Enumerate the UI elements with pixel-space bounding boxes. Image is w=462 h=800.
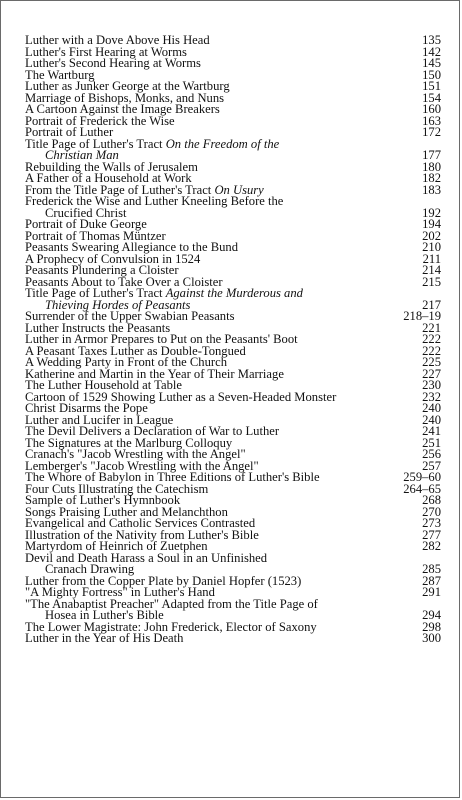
entry-page-number: 160 [422, 102, 441, 116]
entry-page-number: 259–60 [403, 470, 441, 484]
entry-page-number: 214 [422, 263, 441, 277]
entry-title-continuation: Cranach Drawing [45, 562, 135, 576]
entry-page-number: 294 [422, 608, 441, 622]
entry-title-text: Luther as Junker George at the Wartburg [25, 79, 230, 93]
entry-page-number: 241 [422, 424, 441, 438]
illustration-list [25, 35, 441, 645]
entry-title-text: Cartoon of 1529 Showing Luther as a Seven-Headed Monster [25, 389, 337, 404]
entry-title-text: Surrender of the Upper Swabian Peasants [25, 309, 235, 323]
entry-page-number: 218–19 [403, 309, 441, 323]
entry-page-number: 154 [422, 90, 441, 105]
entry-title-text: A Father of a Household at Work [25, 171, 192, 185]
entry-title-text: Luther and Lucifer in League [25, 412, 174, 427]
list-item [25, 633, 441, 645]
entry-page-number: 180 [422, 159, 441, 174]
entry-title-continuation: Hosea in Luther's Bible [45, 608, 164, 622]
entry-page-number: 163 [422, 113, 441, 128]
entry-title-text: A Prophecy of Convulsion in 1524 [25, 251, 201, 266]
entry-page-number: 287 [422, 573, 441, 588]
list-item [25, 596, 441, 622]
entry-page-number: 217 [422, 297, 441, 312]
entry-page-number: 151 [422, 79, 441, 93]
entry-title-text: Luther's Second Hearing at Worms [25, 56, 201, 70]
entry-page-number: 285 [422, 562, 441, 576]
entry-page-number: 256 [422, 447, 441, 461]
entry-page-number: 264–65 [403, 481, 441, 496]
entry-title-text: Christ Disarms the Pope [25, 401, 148, 415]
entry-title-text: Sample of Luther's Hymnbook [25, 493, 181, 507]
entry-title-text: "The Anabaptist Preacher" Adapted from the Title Page of [25, 596, 318, 611]
entry-page-number: 298 [422, 619, 441, 634]
list-item [25, 136, 441, 162]
entry-title-italic: Against the Murderous and [165, 286, 303, 300]
entry-title-text: The Wartburg [25, 67, 95, 82]
entry-page-number: 227 [422, 366, 441, 381]
entry-title-text: Luther in the Year of His Death [25, 631, 184, 645]
entry-title-text: Portrait of Luther [25, 125, 114, 139]
entry-page-number: 268 [422, 493, 441, 507]
entry-title-continuation: Crucified Christ [45, 205, 127, 220]
entry-title-text: Devil and Death Harass a Soul in an Unfinished [25, 550, 268, 565]
entry-title [25, 288, 395, 311]
entry-page-number: 221 [422, 320, 441, 335]
entry-title-text: From the Title Page of Luther's Tract [25, 182, 215, 197]
entry-page-number: 222 [422, 343, 441, 358]
entry-page-number: 225 [422, 355, 441, 369]
entry-title-text: A Cartoon Against the Image Breakers [25, 102, 220, 116]
entry-title-text: The Lower Magistrate: John Frederick, Elector of Saxony [25, 619, 317, 634]
entry-title [25, 596, 395, 622]
entry-page-number: 194 [422, 217, 441, 231]
entry-page-number: 240 [422, 412, 441, 427]
entry-page-number: 215 [422, 274, 441, 289]
entry-title-continuation: Christian Man [45, 148, 119, 162]
entry-page-number: 273 [422, 516, 441, 530]
entry-title-text: The Devil Delivers a Declaration of War to Luther [25, 424, 280, 438]
entry-title-text: Evangelical and Catholic Services Contrasted [25, 516, 256, 530]
entry-title-text: A Wedding Party in Front of the Church [25, 355, 227, 369]
entry-page-number: 300 [422, 631, 441, 645]
entry-page-number: 240 [422, 401, 441, 415]
entry-title-continuation: Thieving Hordes of Peasants [45, 297, 191, 312]
entry-page-number: 145 [422, 56, 441, 70]
entry-title [25, 633, 395, 645]
entry-page-number: 183 [422, 182, 441, 197]
entry-title-text: Title Page of Luther's Tract [25, 136, 166, 151]
entry-title [25, 136, 395, 162]
entry-title-text: Title Page of Luther's Tract [25, 286, 166, 300]
entry-page-number: 142 [422, 44, 441, 59]
entry-page-number: 270 [422, 504, 441, 519]
entry-page-number: 277 [422, 527, 441, 542]
entry-title-italic: On the Freedom of the [165, 136, 280, 151]
entry-title-text: Lemberger's "Jacob Wrestling with the Angel" [25, 458, 259, 473]
entry-page-number: 282 [422, 539, 441, 553]
entry-page-number: 177 [422, 148, 441, 162]
entry-title-text: Illustration of the Nativity from Luther's Bible [25, 527, 259, 542]
list-item [25, 550, 441, 576]
entry-page-number: 232 [422, 389, 441, 404]
entry-title-text: Cranach's "Jacob Wrestling with the Angel" [25, 447, 246, 461]
entry-page-number: 210 [422, 240, 441, 254]
entry-title-text: Portrait of Duke George [25, 217, 147, 231]
entry-title-text: A Peasant Taxes Luther as Double-Tongued [25, 343, 246, 358]
entry-page-number: 251 [422, 435, 441, 450]
entry-title-text: Luther Instructs the Peasants [25, 320, 171, 335]
entry-title-text: Rebuilding the Walls of Jerusalem [25, 159, 198, 174]
entry-title-text: Four Cuts Illustrating the Catechism [25, 481, 209, 496]
entry-page-number: 291 [422, 585, 441, 599]
entry-title-text: The Luther Household at Table [25, 378, 182, 392]
entry-page-number: 182 [422, 171, 441, 185]
entry-title-text: Marriage of Bishops, Monks, and Nuns [25, 90, 225, 105]
entry-title-text: The Signatures at the Marlburg Colloquy [25, 435, 233, 450]
entry-title-text: Luther with a Dove Above His Head [25, 33, 210, 47]
entry-title-text: Luther in Armor Prepares to Put on the Peasants' Boot [25, 332, 298, 346]
entry-title-text: Portrait of Thomas Müntzer [25, 228, 166, 243]
entry-title-text: Peasants Plundering a Cloister [25, 263, 179, 277]
entry-title-text: The Whore of Babylon in Three Editions of Luther's Bible [25, 470, 320, 484]
entry-title-text: Frederick the Wise and Luther Kneeling Before the [25, 194, 284, 208]
entry-page-number: 135 [422, 33, 441, 47]
entry-title-text: Songs Praising Luther and Melanchthon [25, 504, 228, 519]
list-item [25, 288, 441, 311]
entry-title [25, 196, 395, 219]
list-item [25, 196, 441, 219]
entry-page-number: 230 [422, 378, 441, 392]
entry-page-number: 192 [422, 205, 441, 220]
entry-title-text: Peasants Swearing Allegiance to the Bund [25, 240, 238, 254]
entry-page-number: 150 [422, 67, 441, 82]
entry-title-text: Martyrdom of Heinrich of Zuetphen [25, 539, 208, 553]
entry-title-text: Katherine and Martin in the Year of Their Marriage [25, 366, 284, 381]
entry-title-text: Peasants About to Take Over a Cloister [25, 274, 223, 289]
entry-title-text: Luther's First Hearing at Worms [25, 44, 187, 59]
entry-title-italic: On Usury [214, 182, 264, 197]
entry-page-number: 211 [422, 251, 441, 266]
entry-title-text: Portrait of Frederick the Wise [25, 113, 175, 128]
entry-page-number: 257 [422, 458, 441, 473]
entry-title [25, 550, 395, 576]
entry-title-text: Luther from the Copper Plate by Daniel Hopfer (1523) [25, 573, 302, 588]
entry-page-number: 202 [422, 228, 441, 243]
entry-page-number: 172 [422, 125, 441, 139]
entry-page-number: 222 [422, 332, 441, 346]
entry-title-text: "A Mighty Fortress" in Luther's Hand [25, 585, 215, 599]
